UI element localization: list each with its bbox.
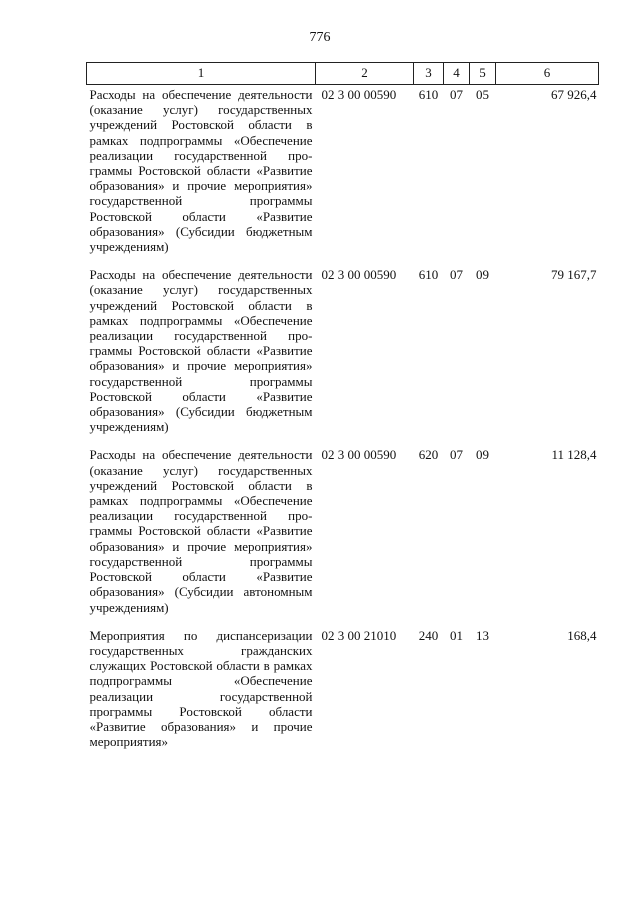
row-target-code: 02 3 00 00590 [321, 87, 397, 102]
row-subsection: 09 [476, 447, 489, 463]
table-header-row [87, 63, 599, 85]
table-row [87, 628, 599, 763]
page-number: 776 [309, 30, 331, 45]
column-header-3: 3 [414, 63, 444, 85]
row-amount: 79 167,7 [551, 267, 597, 283]
row-description: Расходы на обеспечение деятельности (оказание услуг) государственных учреждений Ростовской области в рамках подпрограммы «Обеспечение реализации государственной программы Ростовской области «Развитие образования» и прочие мероприятия» государственной программы Ростовской области «Развитие образования» (Субсидии автономным учреждениям) [89, 447, 313, 615]
column-header-2: 2 [316, 63, 414, 85]
table-row [87, 267, 599, 447]
column-header-5: 5 [470, 63, 496, 85]
row-target-code: 02 3 00 00590 [321, 267, 397, 283]
row-expense-type: 620 [418, 447, 439, 463]
row-section: 01 [450, 627, 463, 643]
table-row [87, 447, 599, 627]
row-target-code: 02 3 00 00590 [321, 447, 397, 463]
row-section: 07 [450, 267, 463, 283]
row-description: Мероприятия по диспансеризации государственных гражданских служащих Ростовской области в рамках подпрограммы «Обеспечение реализации государственной программы Ростовской области «Развитие образования» и прочие мероприятия» [89, 627, 313, 750]
row-amount: 67 926,4 [551, 87, 597, 102]
row-section: 07 [450, 87, 463, 102]
row-section: 07 [450, 447, 463, 463]
row-expense-type: 610 [418, 267, 439, 283]
budget-table [86, 62, 599, 762]
column-header-1: 1 [87, 63, 316, 85]
row-expense-type: 610 [418, 87, 439, 102]
row-expense-type: 240 [418, 627, 439, 643]
row-amount: 11 128,4 [551, 447, 597, 463]
row-description: Расходы на обеспечение деятельности (оказание услуг) государственных учреждений Ростовской области в рамках подпрограммы «Обеспечение реализации государственной программы Ростовской области «Развитие образования» и прочие мероприятия» государственной программы Ростовской области «Развитие образования» (Субсидии бюджетным учреждениям) [89, 87, 313, 255]
row-target-code: 02 3 00 21010 [321, 627, 397, 643]
column-header-4: 4 [444, 63, 470, 85]
column-header-6: 6 [496, 63, 599, 85]
row-subsection: 05 [476, 87, 489, 102]
row-description: Расходы на обеспечение деятельности (оказание услуг) государственных учреждений Ростовской области в рамках подпрограммы «Обеспечение реализации государственной программы Ростовской области «Развитие образования» и прочие мероприятия» государственной программы Ростовской области «Развитие образования» (Субсидии бюджетным учреждениям) [89, 267, 313, 435]
row-subsection: 13 [476, 627, 489, 643]
row-subsection: 09 [476, 267, 489, 283]
row-amount: 168,4 [567, 627, 597, 643]
table-row [87, 85, 599, 268]
